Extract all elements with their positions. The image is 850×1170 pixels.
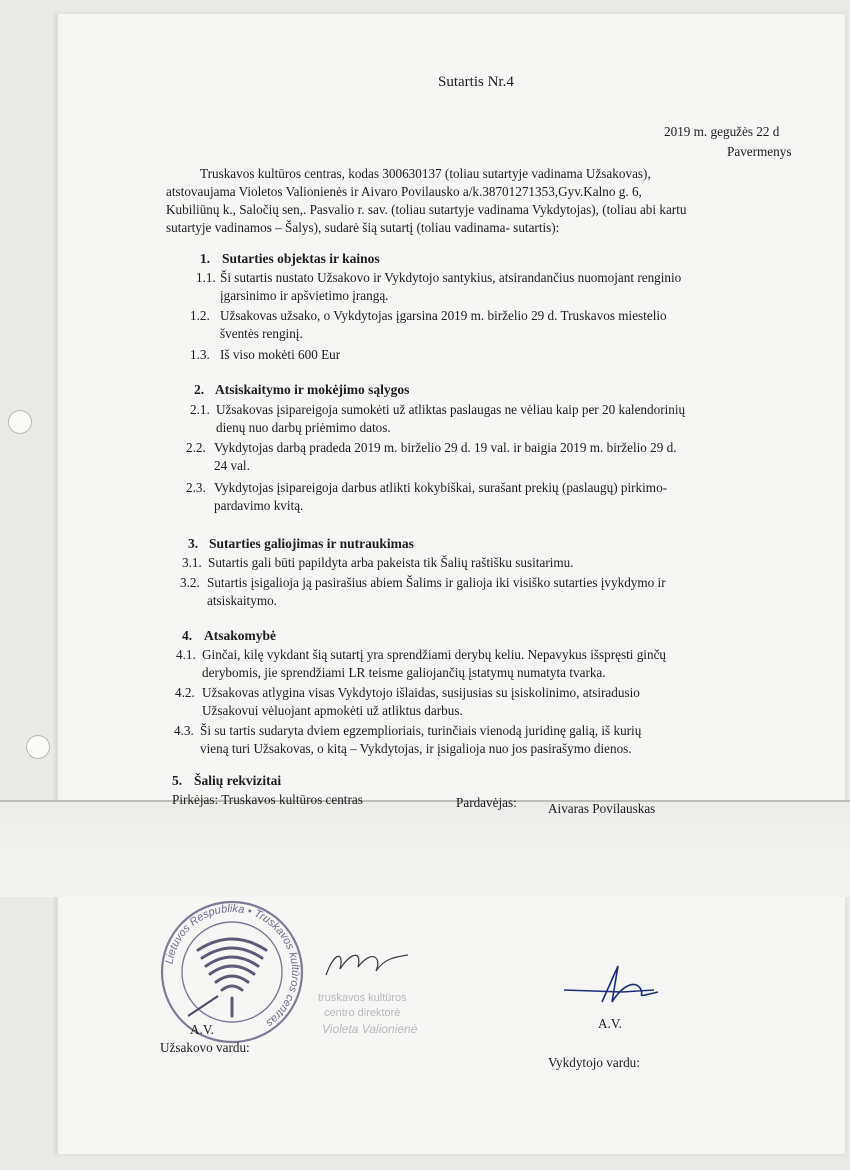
executor-signature — [562, 962, 672, 1008]
item-1-2-line-2: šventės renginį. — [220, 326, 303, 341]
item-4-3-line-2: vieną turi Užsakovas, o kitą – Vykdytojas, ir įsigalioja nuo jos pasirašymo dienos. — [200, 741, 632, 756]
av-left: A.V. — [190, 1022, 214, 1037]
document-date: 2019 m. gegužės 22 d — [664, 124, 780, 139]
section-2-number: 2. — [194, 382, 205, 397]
item-1-1-line-2: įgarsinimo ir apšvietimo įrangą. — [220, 288, 389, 303]
item-2-2-line-1: Vykdytojas darbą pradeda 2019 m. birželio 29 d. 19 val. ir baigia 2019 m. birželio 29 d. — [214, 440, 677, 455]
section-1-heading: Sutarties objektas ir kainos — [222, 251, 380, 266]
stamp-text-line-2: centro direktorė — [324, 1007, 401, 1019]
item-2-1-line-1: Užsakovas įsipareigoja sumokėti už atliktas paslaugas ne vėliau kaip per 20 kalendorinių — [216, 402, 686, 417]
item-2-1-line-2: dienų nuo darbų priėmimo datos. — [216, 420, 391, 435]
section-4-heading: Atsakomybė — [204, 628, 277, 643]
item-2-3-line-1: Vykdytojas įsipareigoja darbus atlikti kokybiškai, surašant prekių (paslaugų) pirkimo- — [214, 480, 668, 495]
item-2-2-number: 2.2. — [186, 440, 206, 455]
stamp-text-line-1: truskavos kultūros — [318, 992, 407, 1004]
item-3-2-number: 3.2. — [180, 575, 200, 590]
item-3-1-line-1: Sutartis gali būti papildyta arba pakeista tik Šalių raštišku susitarimu. — [208, 555, 574, 570]
item-4-1-number: 4.1. — [176, 647, 196, 662]
client-signature — [322, 945, 412, 985]
section-1-number: 1. — [200, 251, 211, 266]
svg-text:Lietuvos Respublika • Truskavo: Lietuvos Respublika • Truskavos kultūros centras — [163, 902, 302, 1030]
page-edge — [55, 14, 58, 1154]
document-title: Sutartis Nr.4 — [438, 74, 514, 90]
fold-shade — [0, 802, 850, 897]
round-seal-stamp — [158, 898, 306, 1046]
stamp-text-line-3: Violeta Valionienė — [322, 1022, 418, 1036]
item-2-2-line-2: 24 val. — [214, 458, 250, 473]
item-4-1-line-2: derybomis, jie sprendžiami LR teisme galiojančių įstatymų numatyta tvarka. — [202, 665, 606, 680]
section-5-number: 5. — [172, 773, 183, 788]
client-sign-label: Užsakovo vardu: — [160, 1040, 250, 1055]
section-3-heading: Sutarties galiojimas ir nutraukimas — [209, 536, 414, 551]
item-4-3-line-1: Ši su tartis sudaryta dviem egzemplioriais, turinčiais vienodą juridinę galią, iš kurių — [200, 723, 642, 738]
item-3-2-line-1: Sutartis įsigalioja ją pasirašius abiem Šalims ir galioja iki visiško sutarties įvykdymo ir — [207, 575, 666, 590]
section-2-heading: Atsiskaitymo ir mokėjimo sąlygos — [215, 382, 410, 397]
item-1-3-number: 1.3. — [190, 347, 210, 362]
section-4-number: 4. — [182, 628, 193, 643]
item-1-2-line-1: Užsakovas užsako, o Vykdytojas įgarsina 2019 m. birželio 29 d. Truskavos miestelio — [220, 308, 667, 323]
intro-line-3: Kubiliūnų k., Saločių sen,. Pasvalio r. sav. (toliau sutartyje vadinama Vykdytojas), (toliau abi kartu — [166, 202, 687, 217]
intro-line-4: sutartyje vadinamos – Šalys), sudarė šią sutartį (toliau vadinama- sutartis): — [166, 220, 560, 235]
document-place: Pavermenys — [727, 144, 792, 159]
item-2-3-line-2: pardavimo kvitą. — [214, 498, 304, 513]
item-4-2-number: 4.2. — [175, 685, 195, 700]
intro-line-1: Truskavos kultūros centras, kodas 300630137 (toliau sutartyje vadinama Užsakovas), — [200, 166, 651, 181]
item-4-1-line-1: Ginčai, kilę vykdant šią sutartį yra sprendžiami derybų keliu. Nepavykus išspręsti ginčų — [202, 647, 667, 662]
section-5-heading: Šalių rekvizitai — [194, 773, 282, 788]
item-2-1-number: 2.1. — [190, 402, 210, 417]
item-4-2-line-1: Užsakovas atlygina visas Vykdytojo išlaidas, susijusias su įsiskolinimo, atsiradusio — [202, 685, 640, 700]
punch-hole-bottom — [26, 735, 50, 759]
item-1-1-line-1: Ši sutartis nustato Užsakovo ir Vykdytojo santykius, atsirandančius nuomojant renginio — [220, 270, 682, 285]
item-4-3-number: 4.3. — [174, 723, 194, 738]
item-2-3-number: 2.3. — [186, 480, 206, 495]
section-3-number: 3. — [188, 536, 199, 551]
item-1-2-number: 1.2. — [190, 308, 210, 323]
seller-name: Aivaras Povilauskas — [548, 801, 656, 816]
item-1-3-line-1: Iš viso mokėti 600 Eur — [220, 347, 341, 362]
item-4-2-line-2: Užsakovui vėluojant apmokėti už atliktus darbus. — [202, 703, 463, 718]
av-right: A.V. — [598, 1016, 622, 1031]
seller-label: Pardavėjas: — [456, 795, 517, 810]
item-3-1-number: 3.1. — [182, 555, 202, 570]
fold-line — [0, 800, 850, 802]
punch-hole-top — [8, 410, 32, 434]
item-1-1-number: 1.1. — [196, 270, 216, 285]
item-3-2-line-2: atsiskaitymo. — [207, 593, 277, 608]
executor-sign-label: Vykdytojo vardu: — [548, 1055, 640, 1070]
buyer-label: Pirkėjas: Truskavos kultūros centras — [172, 792, 363, 807]
intro-line-2: atstovaujama Violetos Valionienės ir Aivaro Povilausko a/k.38701271353,Gyv.Kalno g. 6, — [166, 184, 642, 199]
